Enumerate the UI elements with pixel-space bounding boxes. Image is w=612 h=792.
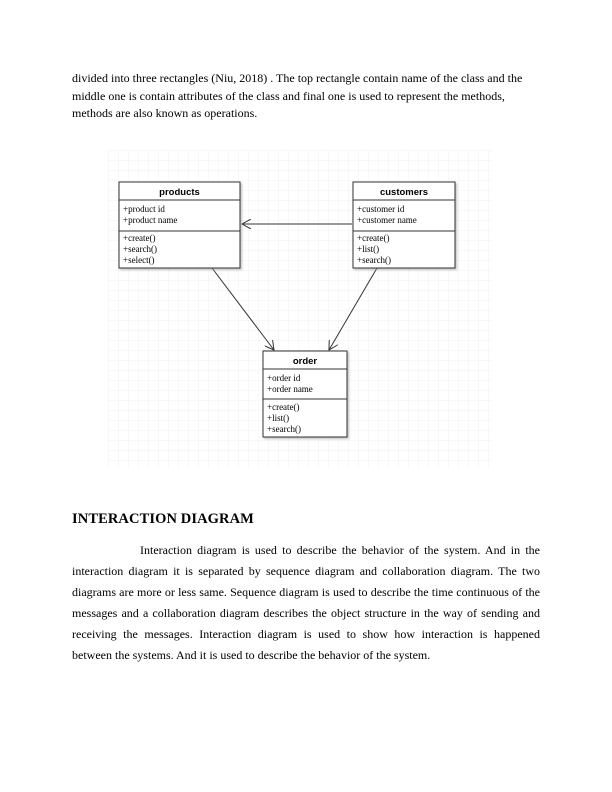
class-name: products: [159, 187, 200, 198]
class-method: +search(): [123, 244, 158, 254]
intro-paragraph: divided into three rectangles (Niu, 2018) . The top rectangle contain name of the class and the middle one is contain attributes of the class and final one is used to represent the methods, methods are also known as operations.: [72, 71, 523, 120]
body-paragraph: Interaction diagram is used to describe the behavior of the system. And in the interaction diagram it is separated by sequence diagram and collaboration diagram. The two diagrams are more or less same. Sequence diagram is used to describe the time continuous of the messages and a collaboration diagram describes the object structure in the way of sending and receiving the messages. Interaction diagram is used to show how interaction is happened between the systems. And it is used to describe the behavior of the system.: [72, 543, 540, 662]
class-attribute: +customer name: [357, 215, 417, 225]
class-method: +list(): [357, 244, 380, 254]
class-name: order: [292, 356, 318, 367]
class-attribute: +customer id: [357, 204, 405, 214]
class-attribute: +order name: [267, 384, 313, 394]
class-attribute: +product id: [123, 204, 165, 214]
class-method: +search(): [357, 255, 392, 265]
class-name: customers: [379, 187, 429, 198]
class-diagram: [108, 150, 492, 468]
class-method: +create(): [123, 233, 156, 243]
class-method: +create(): [267, 402, 300, 412]
class-method: +select(): [123, 255, 155, 265]
class-customers: [353, 182, 455, 268]
class-order: [263, 351, 347, 437]
class-attribute: +product name: [123, 215, 178, 225]
class-method: +create(): [357, 233, 390, 243]
class-products: [119, 182, 240, 268]
class-method: +list(): [267, 413, 290, 423]
class-method: +search(): [267, 424, 302, 434]
class-attribute: +order id: [267, 373, 301, 383]
section-heading: INTERACTION DIAGRAM: [72, 511, 254, 527]
